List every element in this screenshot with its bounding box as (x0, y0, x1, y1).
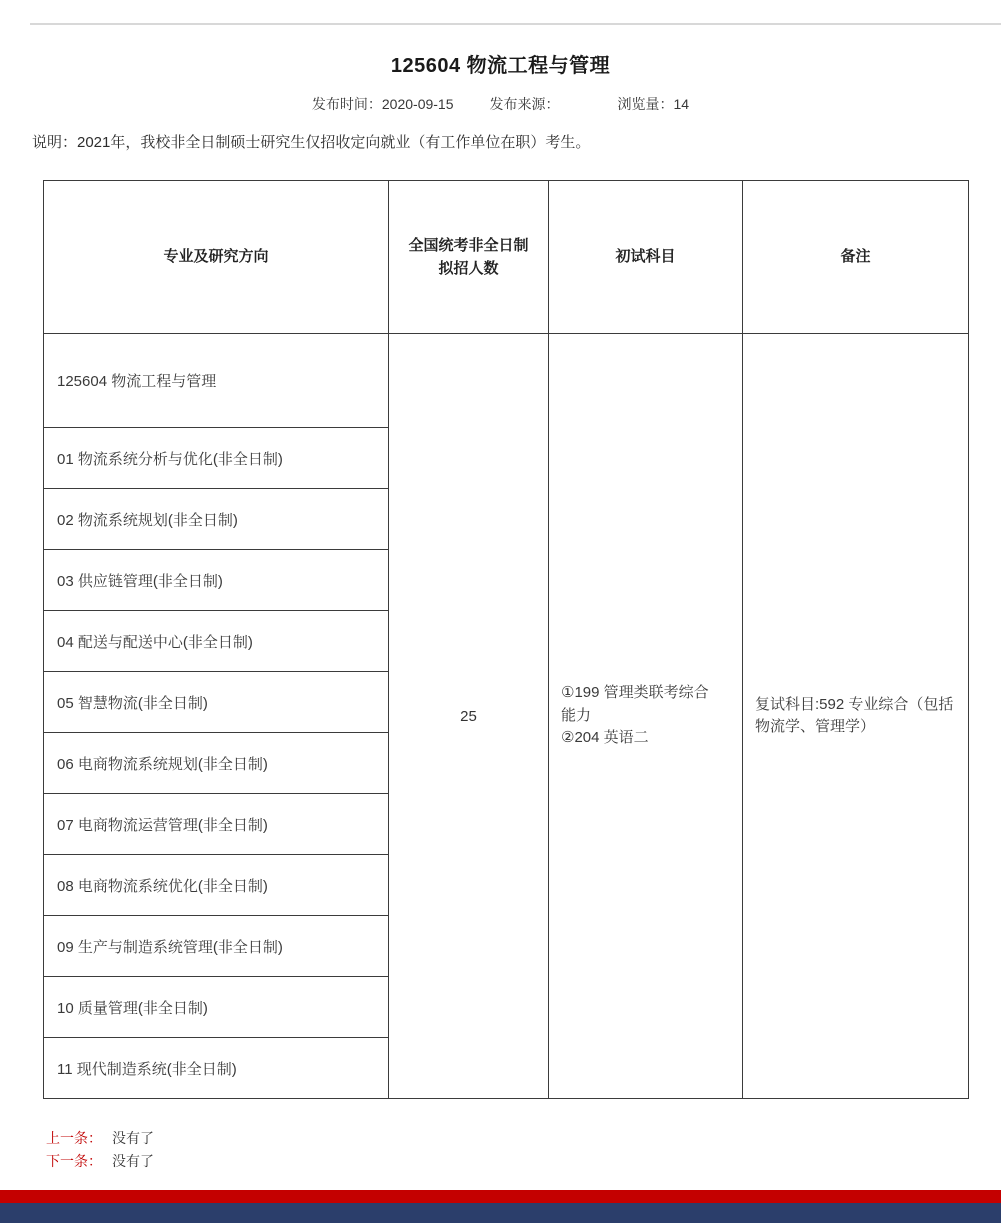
quota-cell: 25 (389, 334, 549, 1099)
enrollment-table (43, 180, 969, 1099)
pager-prev-row (46, 1127, 154, 1150)
exam-subject-2: ②204 英语二 (561, 729, 649, 747)
article-pager (46, 1127, 154, 1173)
remark-cell: 复试科目:592 专业综合（包括物流学、管理学） (743, 334, 969, 1099)
views-value: 14 (673, 96, 690, 112)
note-text: 说明：2021年，我校非全日制硕士研究生仅招收定向就业（有工作单位在职）考生。 (32, 134, 591, 151)
footer-red-bar (0, 1190, 1001, 1203)
next-value: 没有了 (112, 1153, 154, 1169)
views-label: 浏览量： (617, 96, 674, 112)
publish-time-label: 发布时间： (311, 96, 382, 112)
pager-next-row (46, 1150, 154, 1173)
header-major: 专业及研究方向 (44, 181, 389, 334)
article-meta (0, 94, 1001, 114)
source-label: 发布来源： (489, 96, 560, 112)
table-header-row (44, 181, 969, 334)
header-quota (389, 181, 549, 334)
top-divider (30, 23, 1001, 25)
table-row (44, 334, 969, 428)
major-cell: 11 现代制造系统(非全日制) (44, 1038, 389, 1099)
major-cell: 06 电商物流系统规划(非全日制) (44, 733, 389, 794)
header-quota-line2: 拟招人数 (438, 260, 499, 277)
header-initial-exam: 初试科目 (549, 181, 743, 334)
exam-subject-1: ①199 管理类联考综合能力 (561, 684, 709, 724)
major-cell: 07 电商物流运营管理(非全日制) (44, 794, 389, 855)
major-cell: 10 质量管理(非全日制) (44, 977, 389, 1038)
prev-label: 上一条： (46, 1130, 102, 1146)
major-cell: 03 供应链管理(非全日制) (44, 550, 389, 611)
header-remark: 备注 (743, 181, 969, 334)
page-title: 125604 物流工程与管理 (390, 55, 611, 77)
footer-navy-bar (0, 1203, 1001, 1223)
publish-time-value: 2020-09-15 (381, 96, 454, 112)
major-cell: 125604 物流工程与管理 (44, 334, 389, 428)
prev-value: 没有了 (112, 1130, 154, 1146)
major-cell: 08 电商物流系统优化(非全日制) (44, 855, 389, 916)
header-quota-line1: 全国统考非全日制 (408, 236, 529, 254)
major-cell: 09 生产与制造系统管理(非全日制) (44, 916, 389, 977)
next-label: 下一条： (46, 1153, 102, 1169)
major-cell: 01 物流系统分析与优化(非全日制) (44, 428, 389, 489)
major-cell: 05 智慧物流(非全日制) (44, 672, 389, 733)
major-cell: 02 物流系统规划(非全日制) (44, 489, 389, 550)
exam-subjects-cell (549, 334, 743, 1099)
major-cell: 04 配送与配送中心(非全日制) (44, 611, 389, 672)
